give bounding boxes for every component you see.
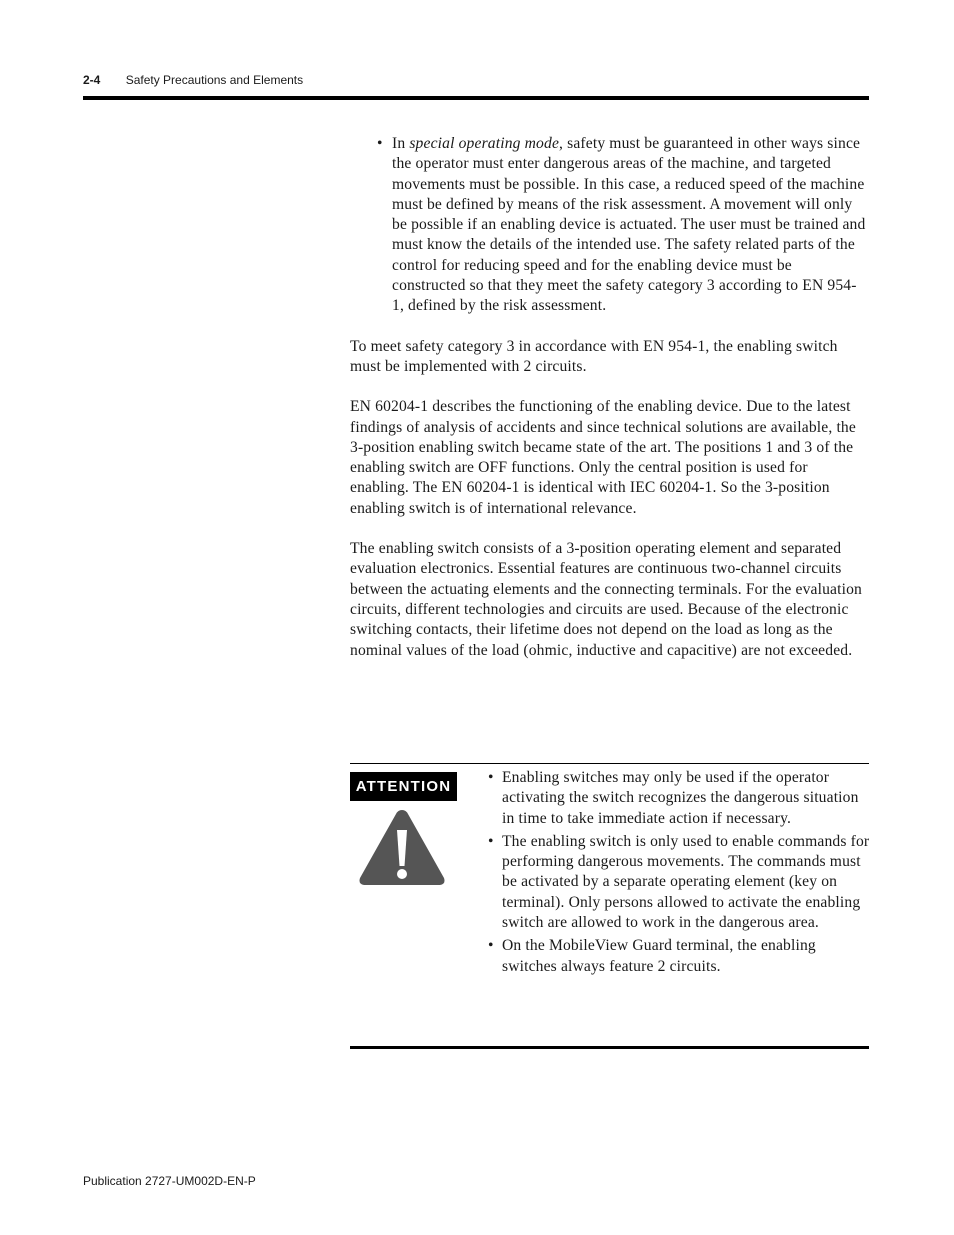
publication-footer: Publication 2727-UM002D-EN-P	[83, 1174, 256, 1188]
paragraph: To meet safety category 3 in accordance with EN 954-1, the enabling switch must be implemented with 2 circuits.	[350, 337, 838, 375]
list-item	[488, 768, 870, 829]
intro-bullet-prefix: In	[392, 135, 410, 152]
bullet-glyph: •	[488, 937, 494, 955]
intro-bullet-list	[350, 134, 868, 317]
intro-bullet-emphasis: special operating mode	[409, 135, 560, 152]
bullet-glyph: •	[488, 769, 494, 786]
list-item	[488, 832, 870, 933]
intro-bullet-text: , safety must be guaranteed in other ways since the operator must enter dangerous areas of the machine, and targeted movements must be possible. In this case, a reduced speed of the machine must be defined by means of the risk assessment. A movement will only be possible if an enabling device is actuated. The user must be trained and must know the details of the intended use. The safety related parts of the control for reducing speed and for the enabling device must be constructed so that they meet the safety category 3 according to EN 954-1, defined by the risk assessment.	[392, 135, 866, 315]
main-content	[350, 134, 868, 661]
warning-triangle-icon	[357, 806, 447, 888]
bullet-glyph: •	[488, 832, 494, 850]
page-header	[83, 73, 303, 87]
page-number: 2-4	[83, 73, 101, 87]
attention-item-text: The enabling switch is only used to enable commands for performing dangerous movements. The commands must be activated by a separate operating element (key on terminal). Only persons allowed to activate the enabling switch are allowed to work in the dangerous area.	[502, 832, 870, 932]
list-item	[350, 134, 868, 317]
attention-box	[350, 763, 869, 1049]
section-title: Safety Precautions and Elements	[125, 73, 304, 87]
paragraph: EN 60204-1 describes the functioning of the enabling device. Due to the latest findings of analysis of accidents and since technical solutions are available, the 3-position enabling switch became state of the art. The positions 1 and 3 of the enabling switch are OFF functions. Only the central position is used for enabling. The EN 60204-1 is identical with IEC 60204-1. So the 3-position enabling switch is of international relevance.	[350, 398, 856, 517]
header-rule	[83, 96, 869, 100]
attention-item-text: Enabling switches may only be used if the operator activating the switch recognizes the dangerous situation in time to take immediate action if necessary.	[502, 769, 859, 827]
paragraph: The enabling switch consists of a 3-position operating element and separated evaluation electronics. Essential features are continuous two-channel circuits between the actuating elements and the connecting terminals. For the evaluation circuits, different technologies and circuits are used. Because of the electronic switching contacts, their lifetime does not depend on the load as long as the nominal values of the load (ohmic, inductive and capacitive) are not exceeded.	[350, 540, 862, 659]
bullet-glyph: •	[377, 135, 383, 152]
list-item	[488, 936, 870, 977]
attention-item-text: On the MobileView Guard terminal, the enabling switches always feature 2 circuits.	[502, 937, 816, 975]
attention-label: ATTENTION	[350, 772, 457, 801]
attention-list	[488, 768, 870, 980]
